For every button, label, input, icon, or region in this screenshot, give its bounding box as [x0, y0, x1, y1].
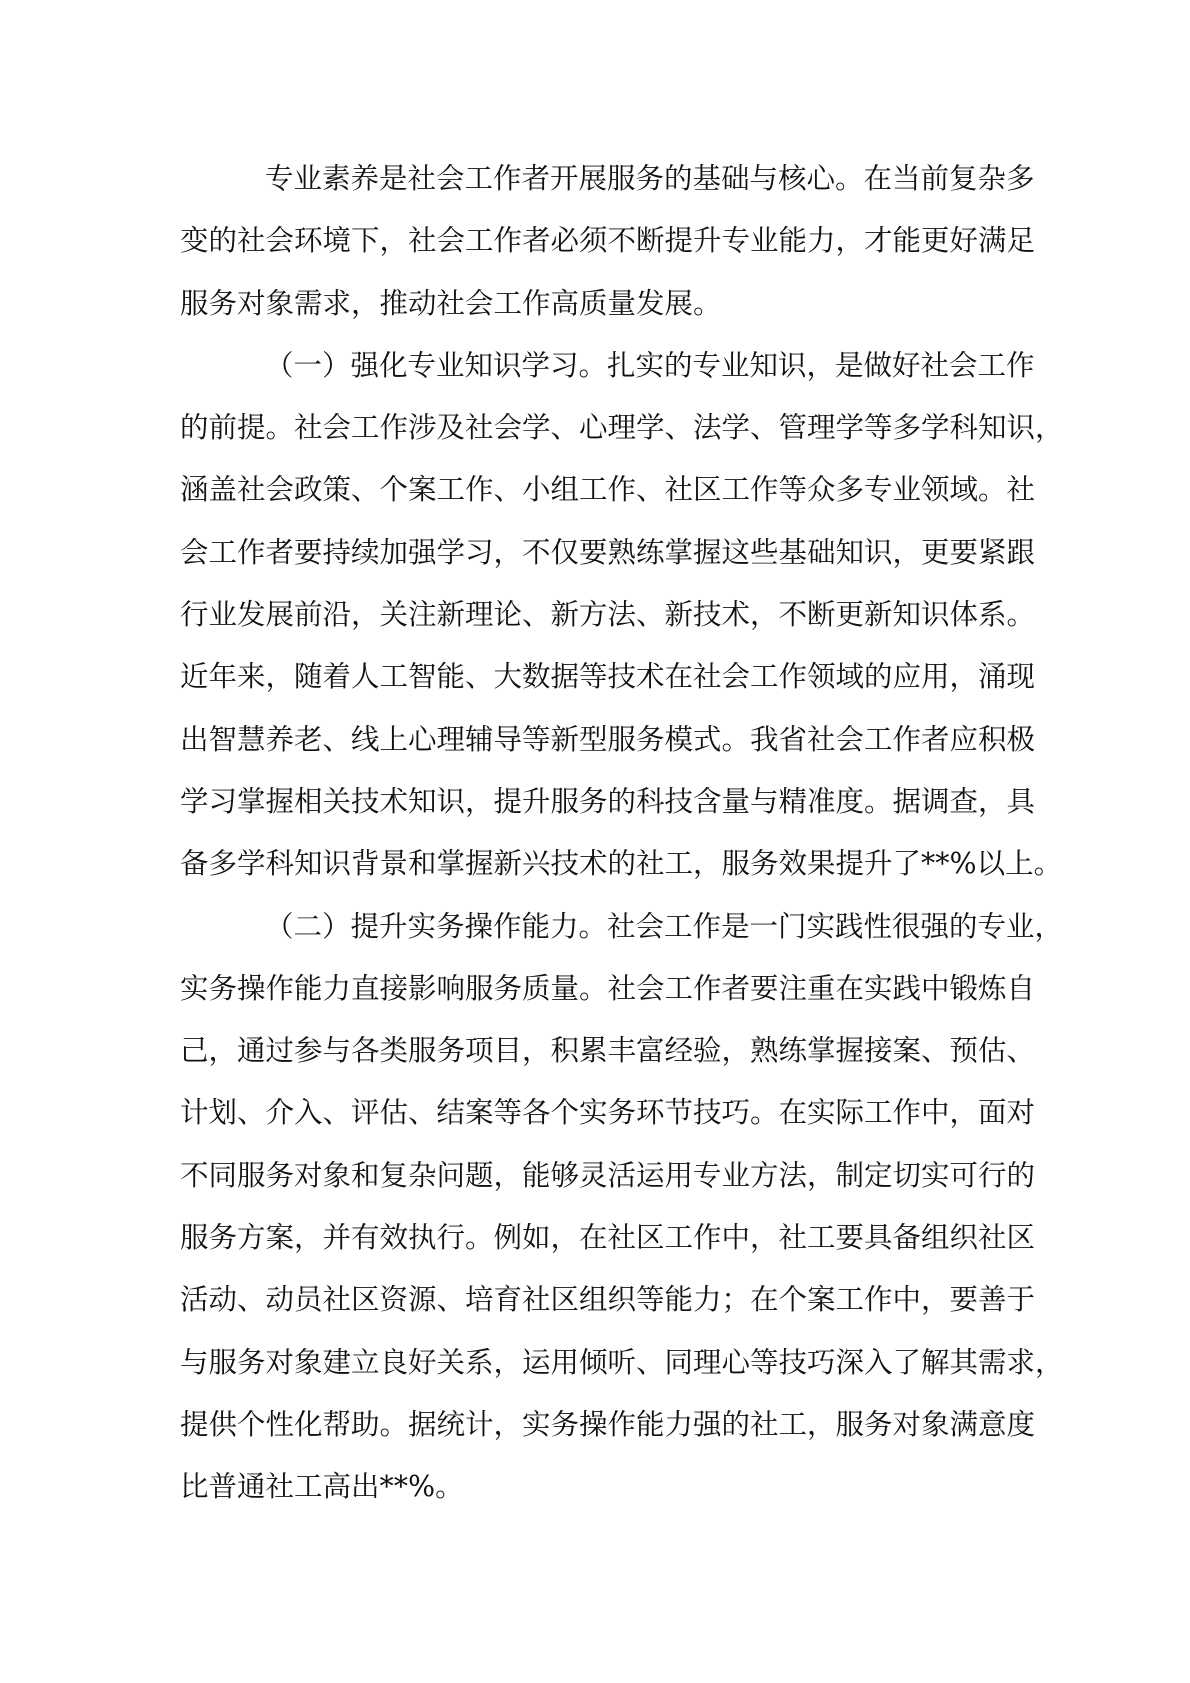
section-one-line-6: 近年来，随着人工智能、大数据等技术在社会工作领域的应用，涌现: [180, 660, 1036, 694]
section-one-line-4: 会工作者要持续加强学习，不仅要熟练掌握这些基础知识，更要紧跟: [180, 535, 1036, 569]
paragraph-intro-line-3: 服务对象需求，推动社会工作高质量发展。: [180, 286, 722, 320]
section-one-line-7: 出智慧养老、线上心理辅导等新型服务模式。我省社会工作者应积极: [180, 722, 1036, 756]
section-one-line-2: 的前提。社会工作涉及社会学、心理学、法学、管理学等多学科知识，: [180, 411, 1064, 445]
section-two-line-10: 比普通社工高出**%。: [180, 1470, 464, 1504]
section-one-line-3: 涵盖社会政策、个案工作、小组工作、社区工作等众多专业领域。社: [180, 473, 1036, 507]
section-two-line-8: 与服务对象建立良好关系，运用倾听、同理心等技巧深入了解其需求，: [180, 1345, 1064, 1379]
paragraph-intro-line-2: 变的社会环境下，社会工作者必须不断提升专业能力，才能更好满足: [180, 224, 1036, 258]
section-one-line-1: （一）强化专业知识学习。扎实的专业知识，是做好社会工作: [265, 348, 1035, 382]
section-one-line-5: 行业发展前沿，关注新理论、新方法、新技术，不断更新知识体系。: [180, 598, 1036, 632]
section-two-line-5: 不同服务对象和复杂问题，能够灵活运用专业方法，制定切实可行的: [180, 1158, 1036, 1192]
document-body: [180, 148, 1064, 1519]
section-two-line-7: 活动、动员社区资源、培育社区组织等能力；在个案工作中，要善于: [180, 1283, 1036, 1317]
section-one-line-8: 学习掌握相关技术知识，提升服务的科技含量与精准度。据调查，具: [180, 784, 1036, 818]
section-two-line-2: 实务操作能力直接影响服务质量。社会工作者要注重在实践中锻炼自: [180, 971, 1036, 1005]
section-two-line-6: 服务方案，并有效执行。例如，在社区工作中，社工要具备组织社区: [180, 1221, 1036, 1255]
section-two-line-1: （二）提升实务操作能力。社会工作是一门实践性很强的专业，: [265, 909, 1064, 943]
section-two-line-4: 计划、介入、评估、结案等各个实务环节技巧。在实际工作中，面对: [180, 1096, 1036, 1130]
section-two-line-9: 提供个性化帮助。据统计，实务操作能力强的社工，服务对象满意度: [180, 1407, 1036, 1441]
section-two-line-3: 己，通过参与各类服务项目，积累丰富经验，熟练掌握接案、预估、: [180, 1034, 1036, 1068]
section-one-line-9: 备多学科知识背景和掌握新兴技术的社工，服务效果提升了**%以上。: [180, 847, 1063, 881]
paragraph-intro-line-1: 专业素养是社会工作者开展服务的基础与核心。在当前复杂多: [265, 162, 1035, 195]
